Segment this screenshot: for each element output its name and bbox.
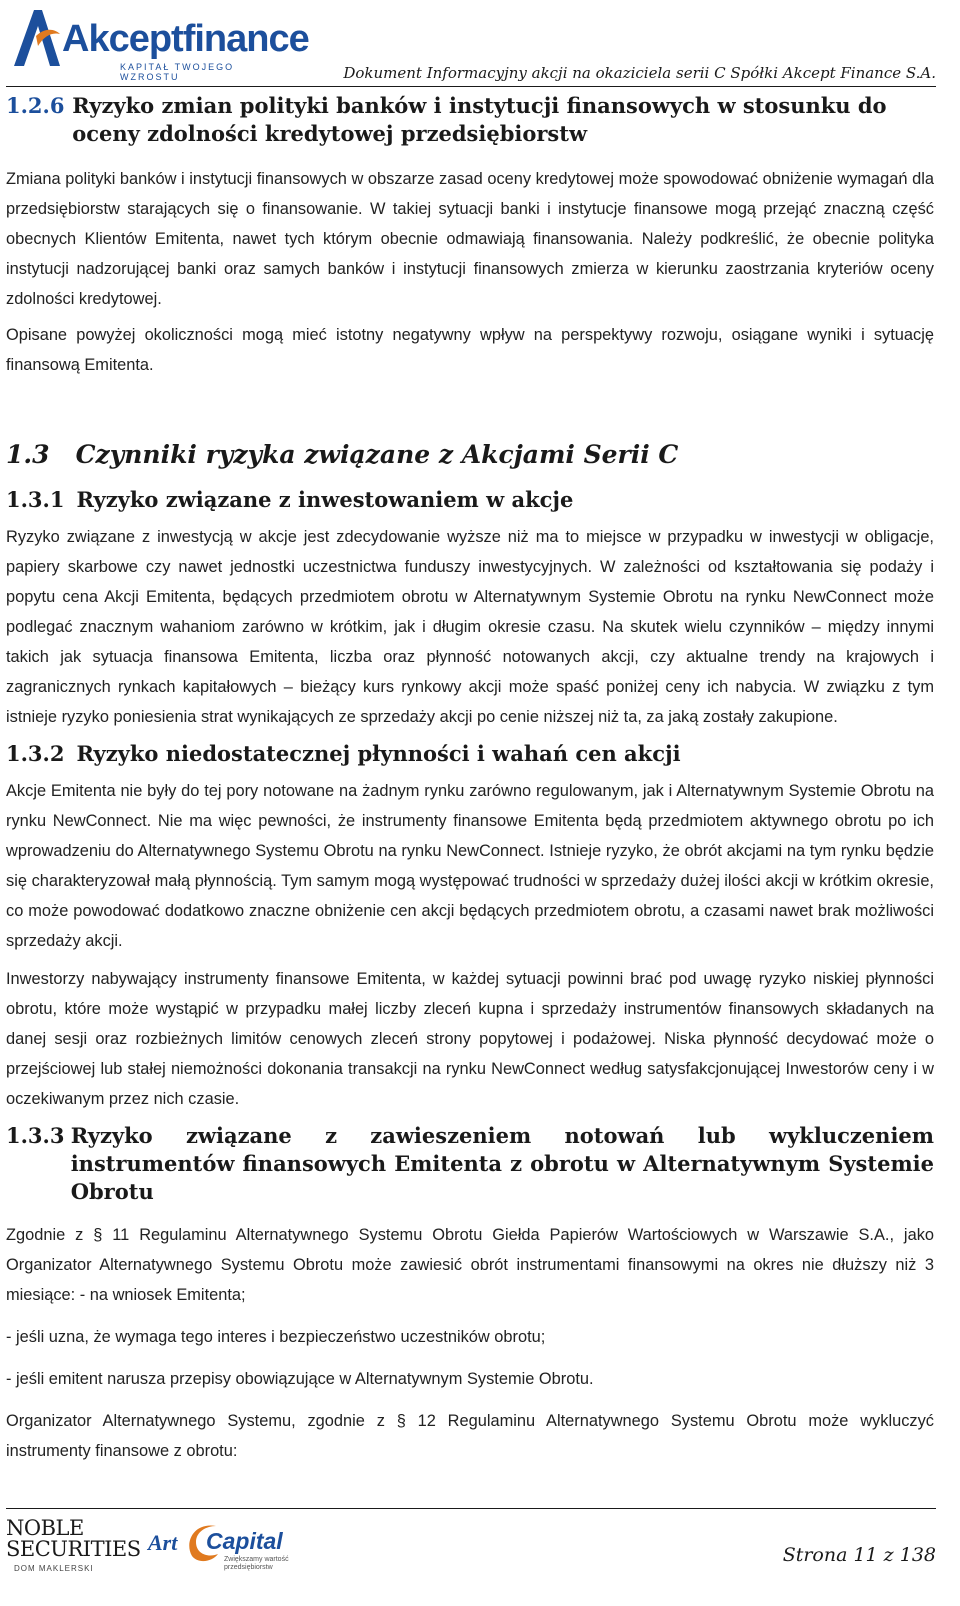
section-heading-1-3-2 [6, 740, 934, 768]
paragraph: Inwestorzy nabywający instrumenty finansowe Emitenta, w każdej sytuacji powinni brać pod uwagę ryzyko niskiej płynności obrotu, które może wystąpić w przypadku małej liczby zleceń kupna i sprzedaży instrumentów finansowych składanych na danej sesji oraz rozbieżnych limitów cenowych zleceń strony popytowej i podażowej. Niska płynność decydować może o przejściowej lub stałej niemożności dokonania transakcji na rynku NewConnect według satysfakcjonującej Inwestorów ceny i w oczekiwanym przez nich czasie. [6, 970, 934, 1108]
section-title: Ryzyko związane z zawieszeniem notowań lub wykluczeniem instrumentów finansowych Emitenta z obrotu w Alternatywnym Systemie Obrotu [70, 1123, 934, 1204]
page-content [6, 88, 934, 1466]
paragraph: Organizator Alternatywnego Systemu, zgodnie z § 12 Regulaminu Alternatywnego Systemu Obrotu może wykluczyć instrumenty finansowe z obrotu: [6, 1412, 934, 1460]
section-number: 1.3.3 [6, 1123, 65, 1148]
paragraph: Akcje Emitenta nie były do tej pory notowane na żadnym rynku zarówno regulowanym, jak i Alternatywnym Systemie Obrotu na rynku NewConnect. Nie ma więc pewności, że instrumenty finansowe Emitenta będą przedmiotem aktywnego obrotu po ich wprowadzeniu do Alternatywnego Systemu Obrotu na rynku NewConnect. Istnieje ryzyko, że obrót akcjami na tym rynku będzie się charakteryzował małą płynnością. Tym samym mogą występować trudności w sprzedaży dużej ilości akcji w krótkim okresie, co może powodować dodatkowo znaczne obniżenie cen akcji będących przedmiotem obrotu, a czasami nawet brak możliwości sprzedaży akcji. [6, 782, 934, 950]
section-number: 1.3.1 [6, 487, 65, 512]
capital-logo-text: Capital [206, 1528, 283, 1554]
header-divider [6, 86, 936, 87]
art-capital-logo [148, 1518, 288, 1574]
page-header [0, 0, 960, 92]
logo-tagline: KAPITAŁ TWOJEGO WZROSTU [120, 62, 235, 82]
paragraph: Opisane powyżej okoliczności mogą mieć istotny negatywny wpływ na perspektywy rozwoju, osiągane wyniki i sytuację finansową Emitenta. [6, 326, 934, 374]
paragraph: Zgodnie z § 11 Regulaminu Alternatywnego Systemu Obrotu Giełda Papierów Wartościowych w Warszawie S.A., jako Organizator Alternatywnego Systemu Obrotu może zawiesić obrót instrumentami finansowymi na okres nie dłuższy niż 3 miesiące: - na wniosek Emitenta; [6, 1226, 934, 1304]
section-heading-1-2-6 [6, 92, 934, 148]
noble-logo-line2: SECURITIES [6, 1537, 141, 1561]
document-title: Dokument Informacyjny akcji na okaziciela serii C Spółki Akcept Finance S.A. [343, 64, 936, 82]
page-number: Strona 11 z 138 [782, 1544, 936, 1566]
chapter-number: 1.3 [6, 440, 50, 469]
art-logo-text: Art [148, 1530, 178, 1555]
paragraph: Ryzyko związane z inwestycją w akcje jest zdecydowanie wyższe niż ma to miejsce w przypadku w inwestycji w obligacje, papiery skarbowe czy nawet jednostki uczestnictwa funduszy inwestycyjnych. W zależności od kształtowania się podaży i popytu cena Akcji Emitenta, będących przedmiotem obrotu w Alternatywnym Systemie Obrotu na rynku NewConnect może podlegać znacznym wahaniom zarówno w krótkim, jak i długim okresie czasu. Na skutek wielu czynników – między innymi takich jak sytuacja finansowa Emitenta, liczba oraz płynność notowanych akcji, czy aktualne trendy na krajowych i zagranicznych rynkach kapitałowych – bieżący kurs rynkowy akcji może spaść poniżej ceny ich nabycia. W związku z tym istnieje ryzyko poniesienia strat wynikających ze sprzedaży akcji po cenie niższej niż ta, za jaką zostały zakupione. [6, 528, 934, 726]
capital-logo-tagline: Zwiększamy wartość przedsiębiorstw [224, 1556, 289, 1571]
akcept-finance-logo [10, 4, 309, 82]
footer-divider [6, 1508, 936, 1509]
section-heading-1-3-3 [6, 1122, 934, 1206]
chapter-heading-1-3 [6, 438, 934, 472]
noble-logo-subtitle: DOM MAKLERSKI [14, 1564, 94, 1573]
noble-securities-logo [6, 1518, 141, 1560]
page-footer [0, 1508, 960, 1606]
logo-wordmark: Akceptfinance [62, 18, 309, 60]
chapter-title: Czynniki ryzyka związane z Akcjami Serii C [75, 440, 679, 469]
section-title: Ryzyko zmian polityki banków i instytucji finansowych w stosunku do oceny zdolności kredytowej przedsiębiorstw [72, 93, 887, 146]
section-title: Ryzyko związane z inwestowaniem w akcje [76, 487, 574, 512]
paragraph: - jeśli emitent narusza przepisy obowiązujące w Alternatywnym Systemie Obrotu. [6, 1370, 594, 1388]
section-number: 1.2.6 [6, 93, 65, 118]
section-title: Ryzyko niedostatecznej płynności i wahań cen akcji [76, 741, 681, 766]
paragraph: - jeśli uzna, że wymaga tego interes i bezpieczeństwo uczestników obrotu; [6, 1328, 546, 1346]
section-number: 1.3.2 [6, 741, 65, 766]
logo-a-mark-icon [10, 6, 64, 70]
paragraph: Zmiana polityki banków i instytucji finansowych w obszarze zasad oceny kredytowej może spowodować obniżenie wymagań dla przedsiębiorstw starających się o finansowanie. W takiej sytuacji banki i instytucje finansowe mogą przejąć znaczną część obecnych Klientów Emitenta, nawet tych którym obecnie odmawiają finansowania. Należy podkreślić, że obecnie polityka instytucji nadzorującej banki oraz samych banków i instytucji finansowych zmierza w kierunku zaostrzania kryteriów oceny zdolności kredytowej. [6, 170, 934, 308]
noble-logo-line1: NOBLE [6, 1516, 84, 1540]
section-heading-1-3-1 [6, 486, 934, 514]
